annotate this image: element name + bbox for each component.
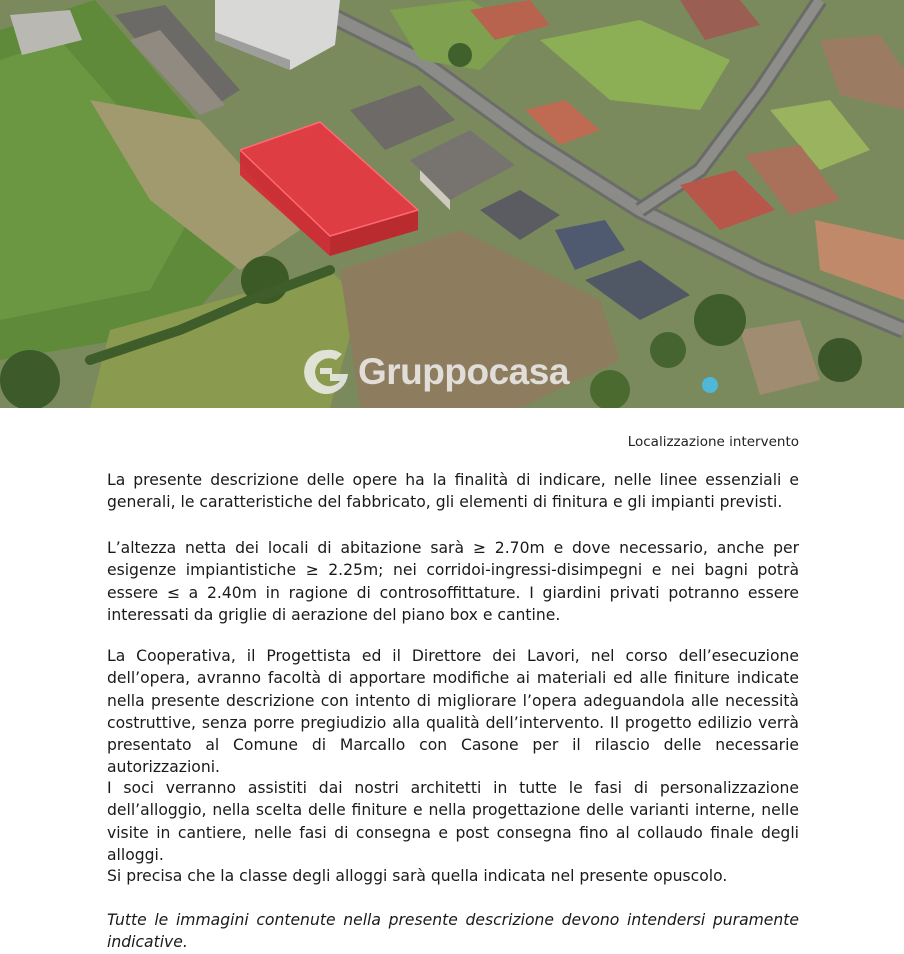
paragraph-disclaimer: Tutte le immagini contenute nella presente descrizione devono intendersi puramente indicative.	[107, 911, 799, 952]
paragraph-class: Si precisa che la classe degli alloggi sarà quella indicata nel presente opuscolo.	[107, 867, 728, 885]
paragraph-heights: L’altezza netta dei locali di abitazione sarà ≥ 2.70m e dove necessario, anche per esigenze impiantistiche ≥ 2.25m; nei corridoi-ingressi-disimpegni e nei bagni potrà essere ≤ a 2.40m in ragione di controsoffittature. I giardini privati potranno essere interessati da griglie di aerazione del piano box e cantine.	[107, 539, 799, 624]
gruppocasa-logo-icon	[300, 346, 352, 398]
pool	[702, 377, 718, 393]
paragraph-intro: La presente descrizione delle opere ha la finalità di indicare, nelle linee essenziali e generali, le caratteristiche del fabbricato, gli elementi di finitura e gli impianti previsti.	[107, 471, 799, 512]
paragraph-members: I soci verranno assistiti dai nostri architetti in tutte le fasi di personalizzazione dell’alloggio, nella scelta delle finiture e nella progettazione delle varianti interne, nelle visite in cantiere, nelle fasi di consegna e post consegna fino al collaudo finale degli alloggi.	[107, 779, 799, 864]
brand-watermark	[300, 343, 569, 401]
watermark-text: Gruppocasa	[358, 351, 569, 392]
image-caption: Localizzazione intervento	[627, 434, 799, 450]
paragraph-cooperative: La Cooperativa, il Progettista ed il Direttore dei Lavori, nel corso dell’esecuzione dell’opera, avranno facoltà di apportare modifiche ai materiali ed alle finiture indicate nella presente descrizione con intento di migliorare l’opera adeguandola alle necessità costruttive, senza porre pregiudizio alla qualità dell’intervento. Il progetto edilizio verrà presentato al Comune di Marcallo con Casone per il rilascio delle necessarie autorizzazioni.	[107, 647, 799, 777]
aerial-photo	[0, 0, 904, 408]
